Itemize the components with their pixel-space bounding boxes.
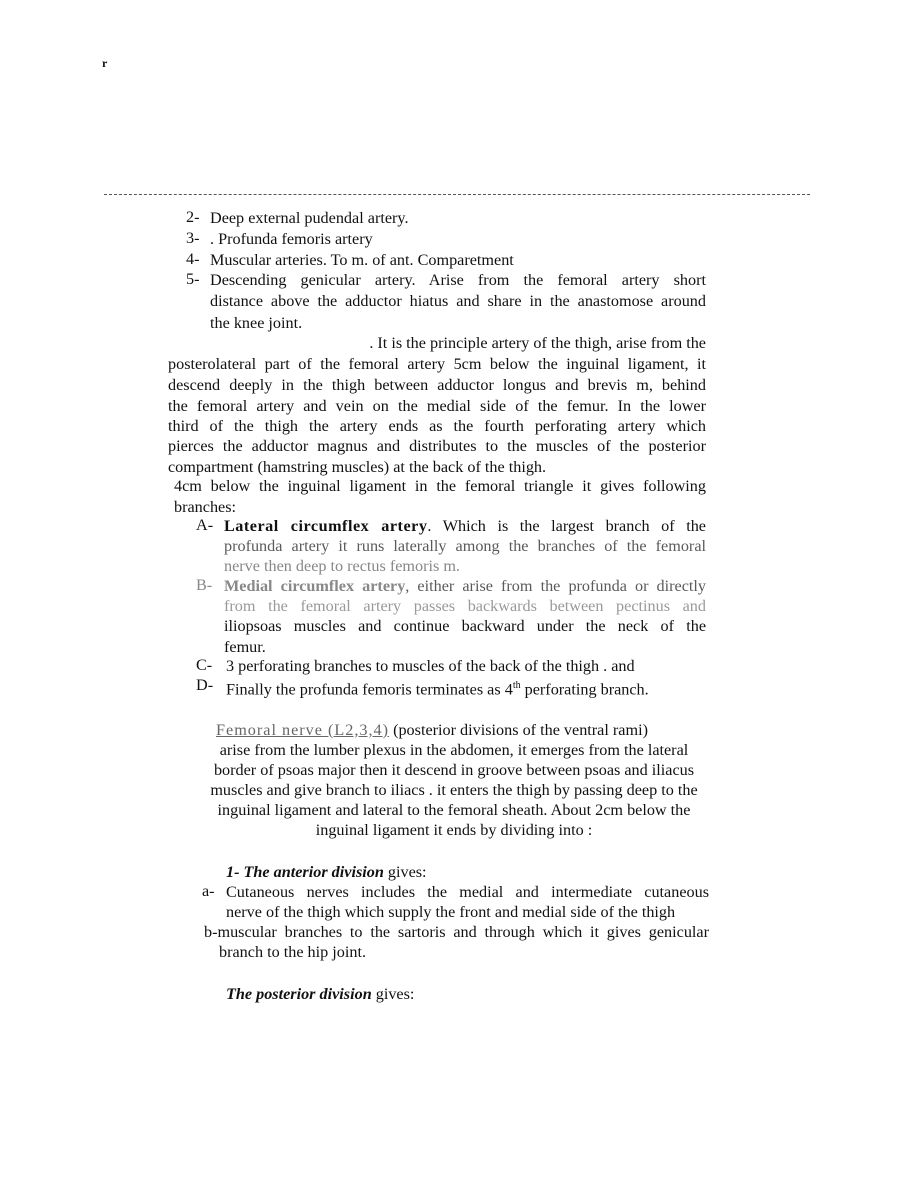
paragraph-line: branches: <box>174 498 237 516</box>
branch-title: Lateral circumflex artery <box>224 517 428 535</box>
paragraph-line: posterolateral part of the femoral artery 5cm below the inguinal ligament, it <box>168 355 706 373</box>
list-number: 2- <box>186 208 200 226</box>
branch-text: Finally the profunda femoris terminates as 4 <box>226 680 513 699</box>
list-item-line: nerve of the thigh which supply the front and medial side of the thigh <box>226 903 676 921</box>
branch-text: perforating branch. <box>520 680 649 699</box>
list-item-line: nerve then deep to rectus femoris m. <box>224 557 460 575</box>
paragraph-line: . It is the principle artery of the thigh, arise from the <box>369 334 706 352</box>
paragraph-line: arise from the lumber plexus in the abdomen, it emerges from the lateral <box>219 741 689 759</box>
paragraph-text: (posterior divisions of the ventral rami) <box>389 721 648 739</box>
list-item-line: iliopsoas muscles and continue backward under the neck of the <box>224 617 706 635</box>
list-item: Cutaneous nerves includes the medial and intermediate cutaneous <box>226 883 709 901</box>
list-number: B- <box>196 576 213 594</box>
section-heading <box>226 862 427 883</box>
list-item-line: branch to the hip joint. <box>219 943 367 961</box>
branch-text: . Which is the largest branch of the <box>427 517 706 535</box>
paragraph-line: border of psoas major then it descend in groove between psoas and iliacus <box>213 761 695 779</box>
paragraph-line: pierces the adductor magnus and distributes to the muscles of the posterior <box>168 437 706 455</box>
heading-tail: gives: <box>371 985 415 1003</box>
list-item: Descending genicular artery. Arise from the femoral artery short <box>210 271 706 289</box>
heading-text: The posterior division <box>226 985 372 1003</box>
list-item <box>224 516 706 536</box>
list-item-line: distance above the adductor hiatus and share in the anastomose around <box>210 292 706 310</box>
list-item: Muscular arteries. To m. of ant. Comparetment <box>210 251 514 269</box>
list-item: 3 perforating branches to muscles of the back of the thigh . and <box>226 657 635 675</box>
list-item-line: from the femoral artery passes backwards between pectinus and <box>224 597 706 615</box>
list-number: 4- <box>186 250 200 268</box>
page-divider <box>104 194 810 195</box>
paragraph-line: 4cm below the inguinal ligament in the femoral triangle it gives following <box>174 477 706 495</box>
list-item: . Profunda femoris artery <box>210 230 373 248</box>
list-item: Deep external pudendal artery. <box>210 209 409 227</box>
list-item-line: femur. <box>224 638 266 656</box>
list-number: D- <box>196 676 214 694</box>
branch-text: , either arise from the profunda or directly <box>405 577 706 595</box>
heading-tail: gives: <box>383 863 427 881</box>
list-item <box>226 676 708 699</box>
section-title: Femoral nerve (L2,3,4) <box>216 721 390 739</box>
paragraph-line <box>186 720 706 740</box>
list-item <box>224 576 706 596</box>
list-number: A- <box>196 516 214 534</box>
list-number: C- <box>196 656 213 674</box>
paragraph-line: inguinal ligament and lateral to the femoral sheath. About 2cm below the <box>217 801 691 819</box>
list-number: 3- <box>186 229 200 247</box>
paragraph-line: inguinal ligament it ends by dividing into : <box>315 821 593 839</box>
paragraph-line: muscles and give branch to iliacs . it enters the thigh by passing deep to the <box>210 781 698 799</box>
paragraph-line: the femoral artery and vein on the medial side of the femur. In the lower <box>168 397 706 415</box>
branch-title: Medial circumflex artery <box>224 577 406 595</box>
list-item-line: profunda artery it runs laterally among the branches of the femoral <box>224 537 706 555</box>
paragraph-line: descend deeply in the thigh between adductor longus and brevis m, behind <box>168 376 706 394</box>
heading-text: 1- The anterior division <box>226 863 384 881</box>
paragraph-line: third of the thigh the artery ends as the fourth perforating artery which <box>168 417 706 435</box>
paragraph-line: compartment (hamstring muscles) at the back of the thigh. <box>168 458 547 476</box>
list-number: a- <box>202 882 215 900</box>
corner-mark: r <box>102 56 108 70</box>
list-number: 5- <box>186 270 200 288</box>
superscript: th <box>512 680 521 691</box>
list-item-line: the knee joint. <box>210 314 303 332</box>
section-heading <box>226 984 414 1005</box>
list-item: b-muscular branches to the sartoris and through which it gives genicular <box>204 923 709 941</box>
